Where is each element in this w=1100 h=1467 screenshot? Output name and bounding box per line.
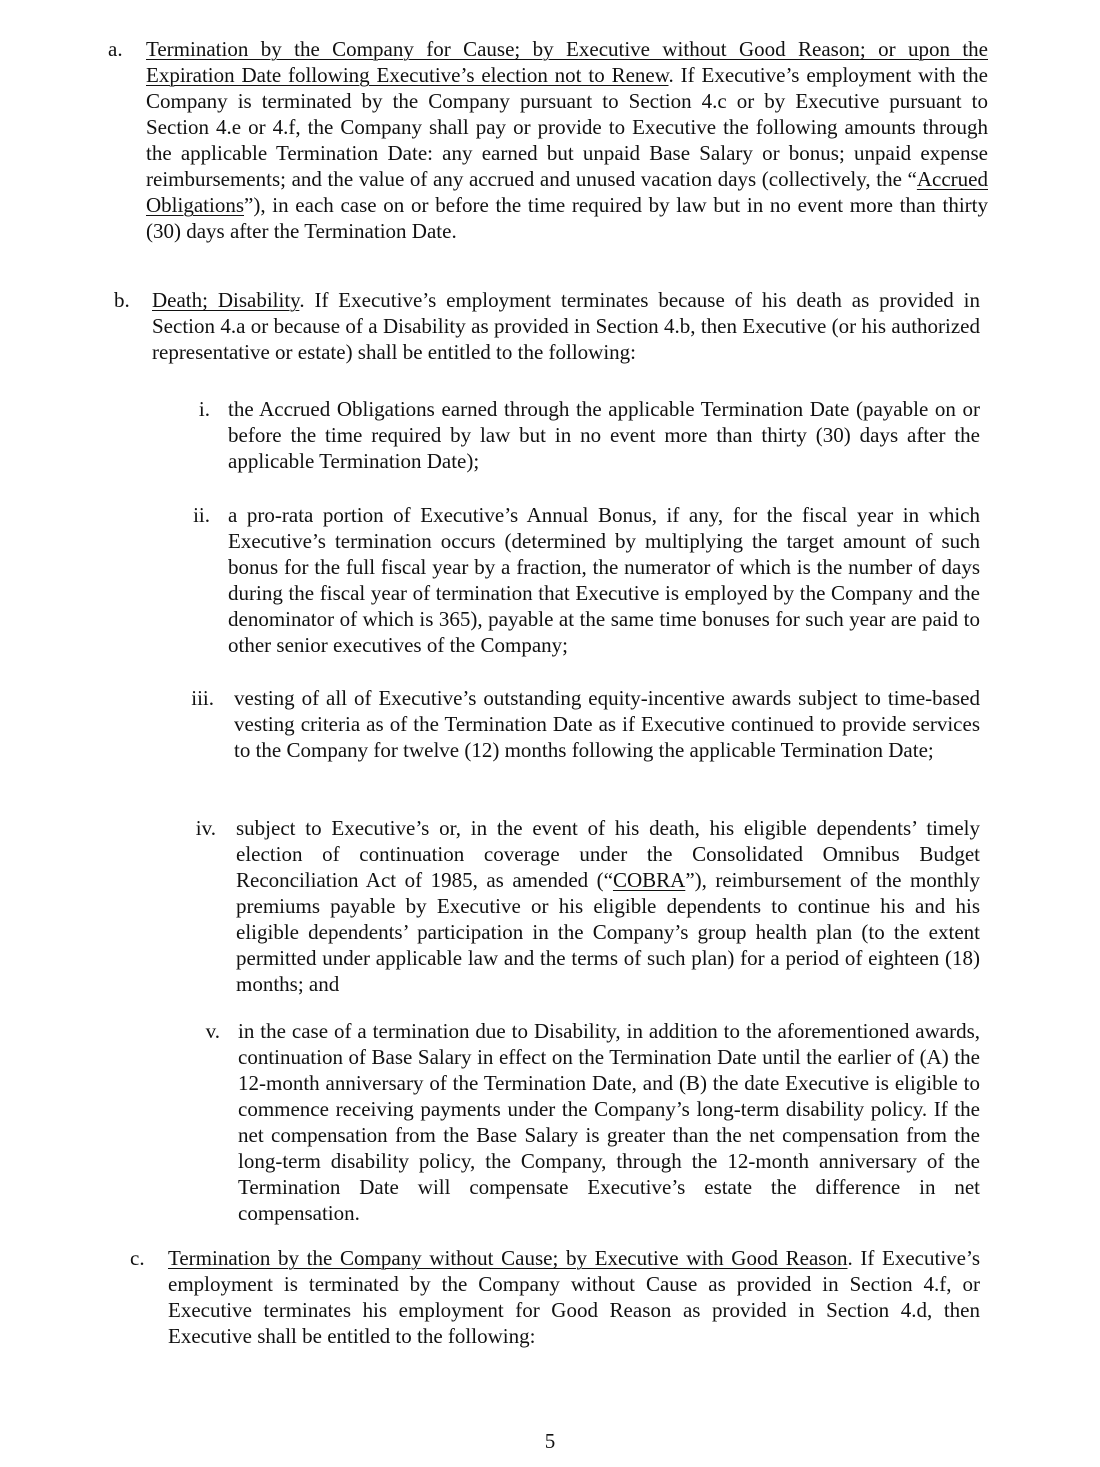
- list-item-iii-text: vesting of all of Executive’s outstanding equity-incentive awards subject to time-based vesting criteria as of the Termination Date as if Executive continued to provide services to the Company for twelve (12) months following the applicable Termination Date;: [234, 686, 980, 762]
- list-item-iv-text: [236, 815, 980, 997]
- list-item-iv: [178, 815, 980, 997]
- section-a-body-before: . If Executive’s employment with the Company is terminated by the Company pursuant to Section 4.c or by Executive pursuant to Section 4.e or 4.f, the Company shall pay or provide to Executive the following amounts through the applicable Termination Date: any earned but unpaid Base Salary or bonus; unpaid expense reimbursements; and the value of any accrued and unused vacation days (collectively, the “: [146, 63, 989, 191]
- list-item-ii: [172, 502, 980, 658]
- list-item-i-marker: i.: [198, 397, 210, 421]
- cobra-term: COBRA: [612, 868, 686, 892]
- list-item-ii-marker: ii.: [193, 503, 210, 527]
- list-item-iii: [176, 685, 980, 763]
- list-item-i-text: the Accrued Obligations earned through the applicable Termination Date (payable on or before the time required by law but in no event more than thirty (30) days after the applicable Termination Date);: [228, 397, 980, 473]
- section-b-marker: b.: [114, 288, 130, 312]
- section-c-text: [168, 1245, 980, 1349]
- list-item-iv-text-after: ”), reimbursement of the monthly premiums payable by Executive or his eligible dependents to continue his and his eligible dependents’ participation in the Company’s group health plan (to the extent permitted under applicable law and the terms of such plan) for a period of eighteen (18) months; and: [236, 868, 980, 996]
- list-item-v-marker: v.: [205, 1019, 220, 1043]
- list-item-iv-marker: iv.: [195, 816, 216, 840]
- section-c-body: . If Executive’s employment is terminated by the Company without Cause as provided in Section 4.f, or Executive terminates his employment for Good Reason as provided in Section 4.d, then Executive shall be entitled to the following:: [168, 1246, 980, 1348]
- section-a-body-after: ”), in each case on or before the time required by law but in no event more than thirty (30) days after the Termination Date.: [146, 193, 988, 243]
- list-item-v: [182, 1018, 980, 1226]
- list-item-iii-marker: iii.: [191, 686, 214, 710]
- section-a-text: [146, 36, 988, 244]
- section-a-heading: Termination by the Company for Cause; by Executive without Good Reason; or upon the Expiration Date following Executive’s election not to Renew: [146, 37, 988, 87]
- list-item-ii-text: a pro-rata portion of Executive’s Annual Bonus, if any, for the fiscal year in which Executive’s termination occurs (determined by multiplying the target amount of such bonus for the full fiscal year by a fraction, the numerator of which is the number of days during the fiscal year of termination that Executive is employed by the Company and the denominator of which is 365), payable at the same time bonuses for such year are paid to other senior executives of the Company;: [228, 503, 980, 657]
- section-a: [108, 36, 988, 244]
- section-c-heading: Termination by the Company without Cause; by Executive with Good Reason: [168, 1246, 848, 1270]
- section-b: [114, 287, 980, 365]
- page-number: 5: [544, 1429, 556, 1453]
- list-item-v-text: in the case of a termination due to Disability, in addition to the aforementioned awards, continuation of Base Salary in effect on the Termination Date until the earlier of (A) the 12-month anniversary of the Termination Date, and (B) the date Executive is eligible to commence receiving payments under the Company’s long-term disability policy. If the net compensation from the Base Salary is greater than the net compensation from the long-term disability policy, the Company, through the 12-month anniversary of the Termination Date will compensate Executive’s estate the difference in net compensation.: [238, 1019, 980, 1225]
- list-item-i: [172, 396, 980, 474]
- section-b-heading: Death; Disability: [152, 288, 300, 312]
- section-b-text: [152, 287, 980, 365]
- accrued-obligations-term: Accrued Obligations: [146, 167, 988, 217]
- list-item-iv-text-before: subject to Executive’s or, in the event of his death, his eligible dependents’ timely election of continuation coverage under the Consolidated Omnibus Budget Reconciliation Act of 1985, as amended (“: [236, 816, 980, 892]
- section-a-marker: a.: [108, 37, 123, 61]
- section-c: [130, 1245, 980, 1349]
- section-b-body: . If Executive’s employment terminates because of his death as provided in Section 4.a or because of a Disability as provided in Section 4.b, then Executive (or his authorized representative or estate) shall be entitled to the following:: [152, 288, 980, 364]
- section-c-marker: c.: [130, 1246, 145, 1270]
